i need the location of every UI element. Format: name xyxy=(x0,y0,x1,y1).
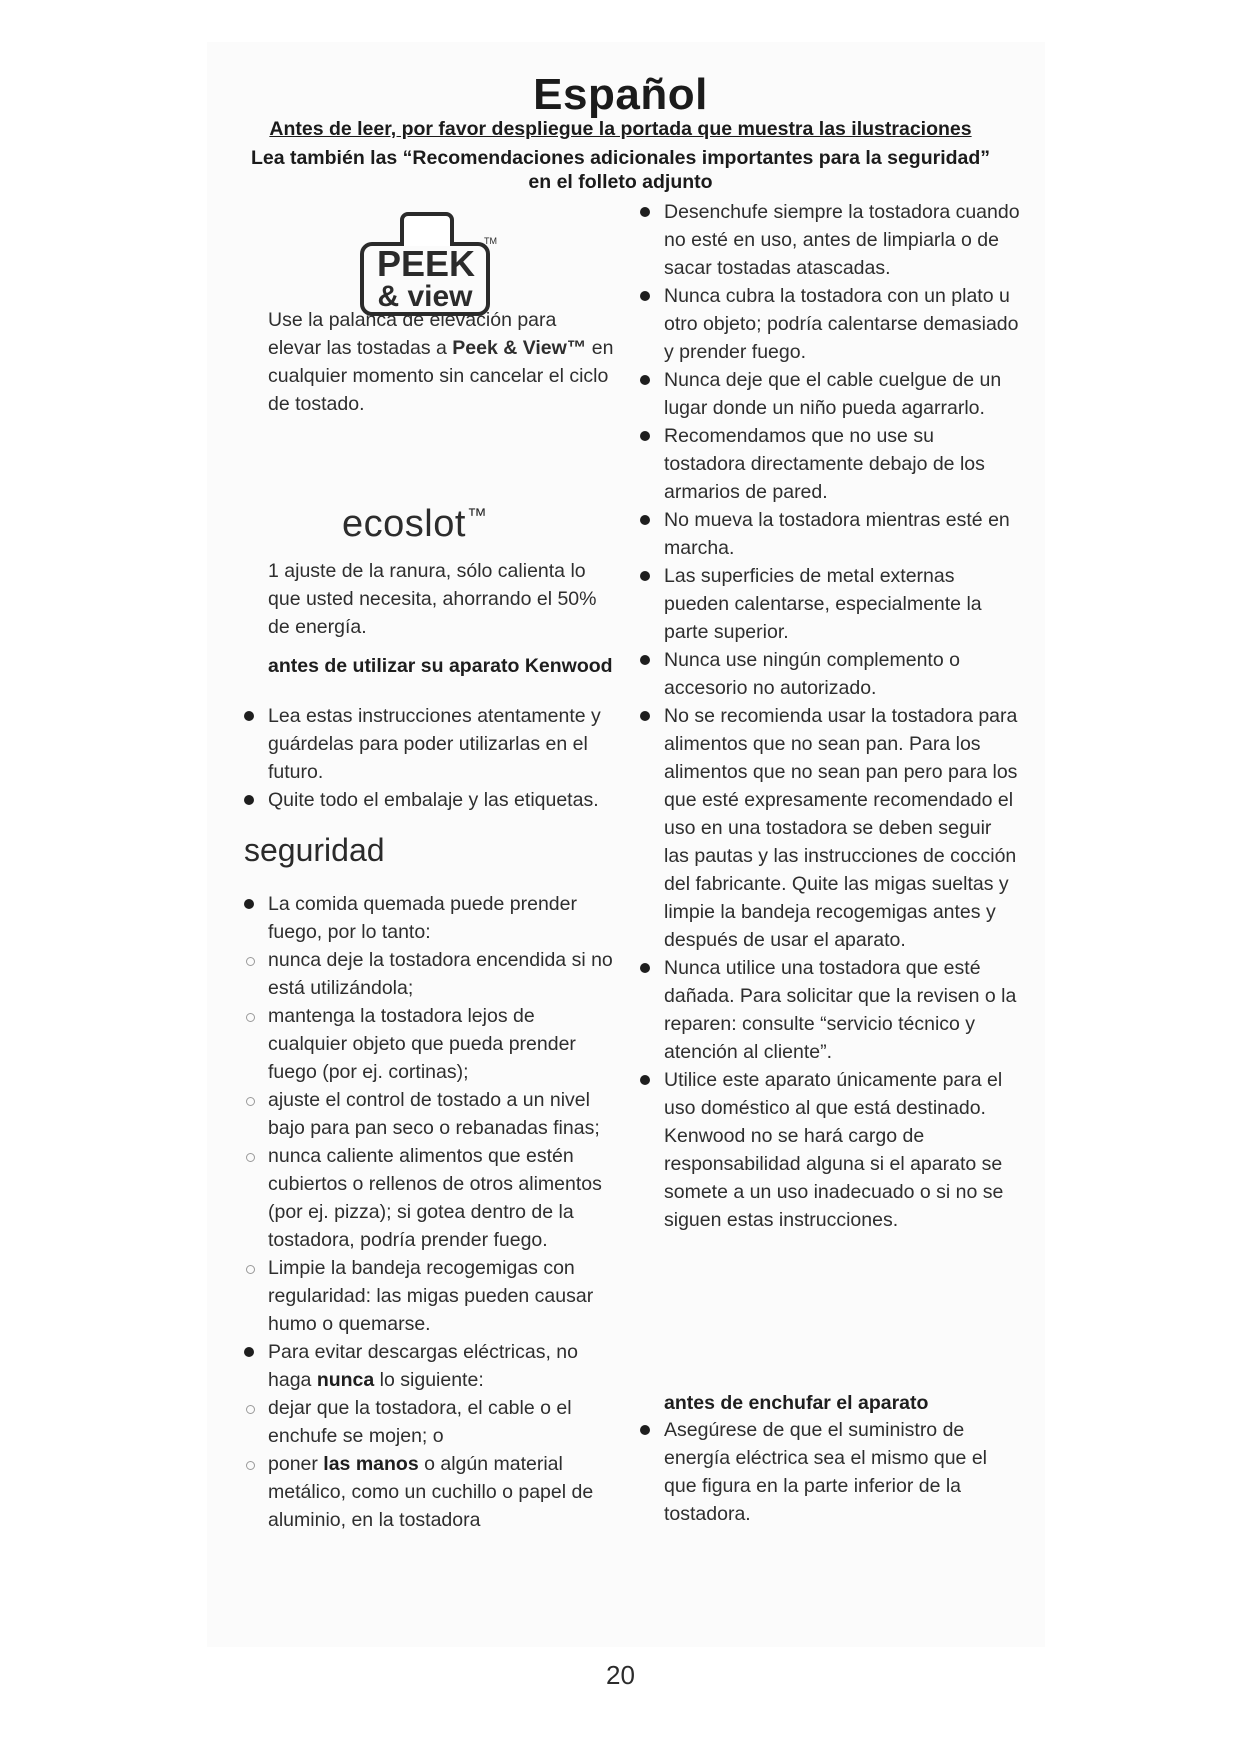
list-item xyxy=(640,954,1020,1066)
sub-list-item xyxy=(244,1450,614,1534)
list-item-text: Utilice este aparato únicamente para el uso doméstico al que está destinado. Kenwood no se hará cargo de responsabilidad alguna si el aparato se somete a un uso inadecuado o si no se siguen estas instrucciones. xyxy=(664,1069,1004,1231)
circle-bullet-icon xyxy=(246,1461,255,1470)
safety-list-left xyxy=(244,890,614,1534)
peek-desc-text-end: en cualquier momento sin cancelar el ciclo de tostado. xyxy=(268,337,614,415)
peek-logo-graphic xyxy=(358,210,502,318)
peek-desc-bold: Peek & View™ xyxy=(452,337,587,359)
ecoslot-word: ecoslot xyxy=(342,503,466,545)
list-item-text: mantenga la tostadora lejos de cualquier objeto que pueda prender fuego (por ej. cortinas); xyxy=(268,1005,576,1083)
list-item-text: Nunca use ningún complemento o accesorio no autorizado. xyxy=(664,649,960,699)
list-item xyxy=(640,422,1020,506)
list-item-text: poner xyxy=(268,1453,324,1475)
list-item-text-end: lo siguiente: xyxy=(374,1369,484,1391)
list-item xyxy=(640,366,1020,422)
bullet-icon xyxy=(640,375,650,385)
page-title: Español xyxy=(533,70,708,119)
bullet-icon xyxy=(640,431,650,441)
bullet-icon xyxy=(244,795,254,805)
sub-list-item xyxy=(244,1002,614,1086)
view-word: & view xyxy=(377,280,473,313)
peek-and-view-logo xyxy=(358,210,502,318)
peek-desc-text: Use la palanca de elevación para elevar las tostadas a xyxy=(268,309,557,359)
ecoslot-logo xyxy=(342,503,542,546)
circle-bullet-icon xyxy=(246,1013,255,1022)
list-item-text-end: o algún material metálico, como un cuchillo o papel de aluminio, en la tostadora xyxy=(268,1453,594,1531)
list-item-text: Nunca utilice una tostadora que esté dañada. Para solicitar que la revisen o la reparen: consulte “servicio técnico y atención al cliente”. xyxy=(664,957,1017,1063)
circle-bullet-icon xyxy=(246,1153,255,1162)
safety-heading: seguridad xyxy=(244,832,385,868)
circle-bullet-icon xyxy=(246,1097,255,1106)
list-item xyxy=(244,786,614,814)
peek-tm: TM xyxy=(484,236,497,246)
list-item xyxy=(244,1338,614,1394)
list-item xyxy=(640,1066,1020,1234)
sub-list-item xyxy=(244,946,614,1002)
list-item-text: La comida quemada puede prender fuego, por lo tanto: xyxy=(268,893,577,943)
list-item xyxy=(640,562,1020,646)
before-use-heading: antes de utilizar su aparato Kenwood xyxy=(268,655,613,677)
bullet-icon xyxy=(244,711,254,721)
list-item-text: Nunca cubra la tostadora con un plato u otro objeto; podría calentarse demasiado y prender fuego. xyxy=(664,285,1019,363)
bullet-icon xyxy=(640,515,650,525)
before-use-list xyxy=(244,702,614,814)
list-item xyxy=(640,198,1020,282)
before-plugging-heading: antes de enchufar el aparato xyxy=(664,1392,929,1414)
peek-description xyxy=(268,306,614,418)
safety-list-right xyxy=(640,198,1020,1234)
safety-note: Lea también las “Recomendaciones adicionales importantes para la seguridad” en el folleto adjunto xyxy=(250,147,991,193)
ecoslot-tm: ™ xyxy=(466,505,488,528)
list-item xyxy=(640,702,1020,954)
list-item-text: nunca deje la tostadora encendida si no está utilizándola; xyxy=(268,949,613,999)
page-number: 20 xyxy=(606,1660,635,1690)
bullet-icon xyxy=(244,1347,254,1357)
list-item-text: Lea estas instrucciones atentamente y guárdelas para poder utilizarlas en el futuro. xyxy=(268,705,601,783)
list-item xyxy=(640,646,1020,702)
list-item-text: Para evitar descargas eléctricas, no haga xyxy=(268,1341,578,1391)
peek-word: PEEK xyxy=(376,243,476,284)
foldout-instruction: Antes de leer, por favor despliegue la portada que muestra las ilustraciones xyxy=(269,118,972,140)
bullet-icon xyxy=(640,1425,650,1435)
bullet-icon xyxy=(244,899,254,909)
list-item-text: nunca caliente alimentos que estén cubiertos o rellenos de otros alimentos (por ej. pizza); si gotea dentro de la tostadora, podría prender fuego. xyxy=(268,1145,602,1251)
list-item-text: Quite todo el embalaje y las etiquetas. xyxy=(268,789,599,811)
circle-bullet-icon xyxy=(246,957,255,966)
list-item-text: Recomendamos que no use su tostadora directamente debajo de los armarios de pared. xyxy=(664,425,985,503)
list-item-text: No mueva la tostadora mientras esté en marcha. xyxy=(664,509,1010,559)
list-item xyxy=(244,890,614,946)
bullet-icon xyxy=(640,655,650,665)
list-item xyxy=(640,1416,1020,1528)
list-item-text: Limpie la bandeja recogemigas con regularidad: las migas pueden causar humo o quemarse. xyxy=(268,1257,594,1335)
list-item-text: Asegúrese de que el suministro de energía eléctrica sea el mismo que el que figura en la parte inferior de la tostadora. xyxy=(664,1419,987,1525)
bullet-icon xyxy=(640,711,650,721)
list-item-bold: nunca xyxy=(316,1369,375,1391)
sub-list-item xyxy=(244,1254,614,1338)
circle-bullet-icon xyxy=(246,1265,255,1274)
list-item xyxy=(640,282,1020,366)
list-item xyxy=(244,702,614,786)
bullet-icon xyxy=(640,963,650,973)
list-item-text: Nunca deje que el cable cuelgue de un lugar donde un niño pueda agarrarlo. xyxy=(664,369,1002,419)
list-item-bold: las manos xyxy=(323,1453,419,1475)
list-item-text: Desenchufe siempre la tostadora cuando no esté en uso, antes de limpiarla o de sacar tostadas atascadas. xyxy=(664,201,1020,279)
bullet-icon xyxy=(640,291,650,301)
bullet-icon xyxy=(640,207,650,217)
sub-list-item xyxy=(244,1086,614,1142)
list-item-text: ajuste el control de tostado a un nivel bajo para pan seco o rebanadas finas; xyxy=(268,1089,600,1139)
list-item-text: dejar que la tostadora, el cable o el enchufe se mojen; o xyxy=(268,1397,572,1447)
plug-list xyxy=(640,1416,1020,1528)
bullet-icon xyxy=(640,1075,650,1085)
ecoslot-description: 1 ajuste de la ranura, sólo calienta lo que usted necesita, ahorrando el 50% de energía. xyxy=(268,560,597,638)
sub-list-item xyxy=(244,1394,614,1450)
list-item xyxy=(640,506,1020,562)
list-item-text: No se recomienda usar la tostadora para alimentos que no sean pan. Para los alimentos que no sean pan pero para los que esté expresamente recomendado el uso en una tostadora se deben seguir las pautas y las instrucciones de cocción del fabricante. Quite las migas sueltas y limpie la bandeja recogemigas antes y después de usar el aparato. xyxy=(664,705,1018,951)
sub-list-item xyxy=(244,1142,614,1254)
circle-bullet-icon xyxy=(246,1405,255,1414)
list-item-text: Las superficies de metal externas pueden calentarse, especialmente la parte superior. xyxy=(664,565,982,643)
bullet-icon xyxy=(640,571,650,581)
